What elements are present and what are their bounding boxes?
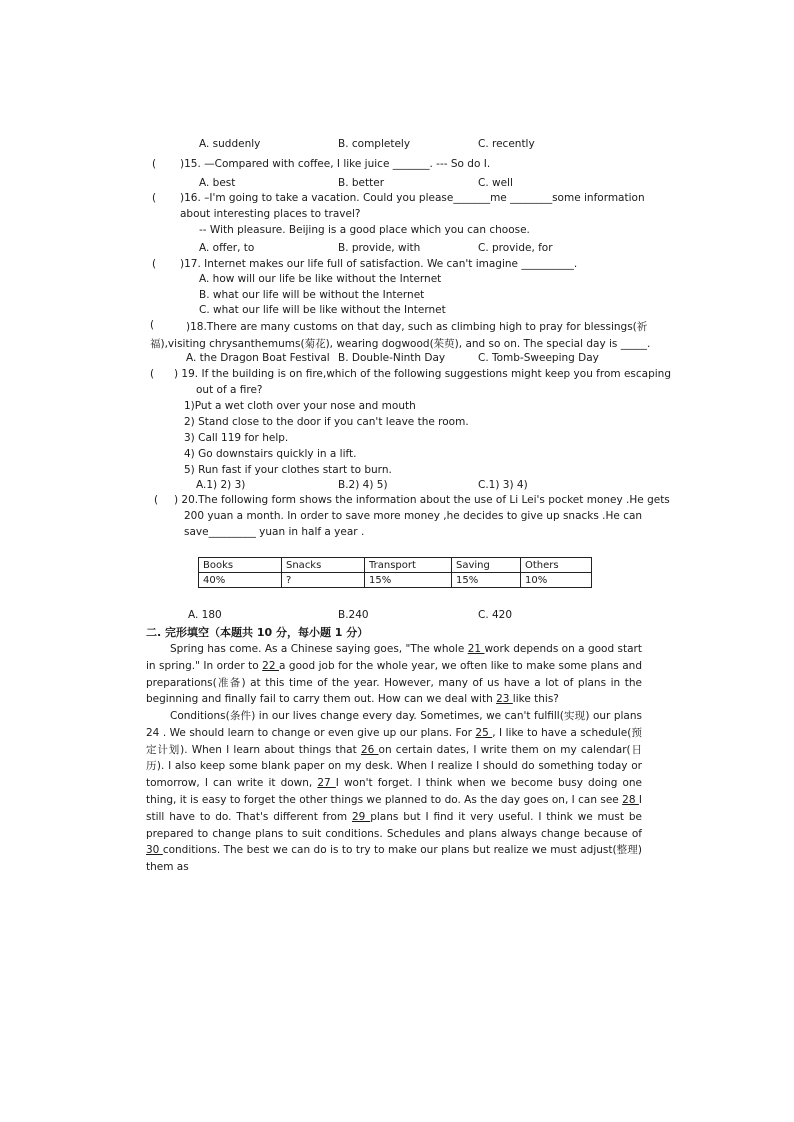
q19-option-b: B.2) 4) 5) — [338, 479, 388, 491]
table-header-cell: Transport — [365, 558, 452, 573]
q17-option-c: C. what our life will be like without the Internet — [199, 304, 446, 316]
q17-question: )17. Internet makes our life full of satisfaction. We can't imagine __________. — [180, 258, 578, 270]
q18-option-a: A. the Dragon Boat Festival — [186, 352, 330, 364]
cloze-text: a good job for the whole year, we often like to make some plans and preparations(准备) at this time of the year. However, many of us have a lot of plans in the beginning and finally fail to carry them out. How can we deal with — [146, 659, 642, 706]
table-cell: 10% — [521, 573, 592, 588]
table-row — [199, 573, 592, 588]
table-cell: 15% — [452, 573, 521, 588]
q20-question-line3: save_________ yuan in half a year . — [184, 526, 365, 538]
q17-answer-bracket: ( — [152, 258, 157, 270]
cloze-text: Conditions(条件) in our lives change every day. Sometimes, we can't fulfill(实现) our plans — [170, 710, 642, 722]
cloze-text: Spring has come. As a Chinese saying goes, "The whole — [170, 643, 468, 655]
table-header-cell: Snacks — [282, 558, 365, 573]
q14-option-c: C. recently — [478, 138, 535, 150]
cloze-blank: 22 — [262, 659, 280, 672]
q16-question-line1: )16. –I'm going to take a vacation. Could you please_______me ________some information — [180, 192, 645, 204]
q19-question-line1: ) 19. If the building is on fire,which of the following suggestions might keep you from escaping — [174, 368, 671, 380]
q20-option-c: C. 420 — [478, 609, 513, 621]
q18-question-line2: 福),visiting chrysanthemums(菊花), wearing dogwood(茱萸), and so on. The special day is _____. — [150, 338, 651, 350]
q15-option-c: C. well — [478, 177, 513, 189]
cloze-text: I won't forget. I think when we become busy doing one thing, it is easy to forget the other things we planned to do. As the day goes on, I can see — [146, 777, 643, 806]
q18-answer-bracket: ( — [150, 319, 155, 331]
cloze-text: I still have to do. That's different from — [146, 793, 642, 823]
q16-option-a: A. offer, to — [199, 242, 255, 254]
cloze-text: plans but I find it very useful. I think we must be prepared to change plans to suit conditions. Schedules and plans always change because of — [146, 810, 642, 840]
cloze-blank: 26 — [360, 743, 379, 756]
q19-suggestion-2: 2) Stand close to the door if you can't leave the room. — [184, 416, 469, 428]
cloze-blank: 21 — [467, 643, 485, 655]
table-cell: ? — [282, 573, 365, 588]
q15-question: )15. —Compared with coffee, I like juice _______. --- So do I. — [180, 158, 491, 170]
q19-option-a: A.1) 2) 3) — [196, 479, 246, 491]
q16-question-line2: about interesting places to travel? — [180, 208, 361, 220]
q20-answer-bracket: ( — [154, 494, 159, 506]
cloze-blank: 23 — [496, 693, 513, 706]
q18-option-b: B. Double-Ninth Day — [338, 352, 446, 364]
cloze-text: on certain dates, I write them on my calendar(日历). I also keep some blank paper on my desk. When I realize I should do something today or tomorrow, I can write it down, — [146, 743, 643, 790]
table-header-row — [199, 558, 592, 573]
q16-answer-bracket: ( — [152, 192, 157, 204]
q14-option-a: A. suddenly — [199, 138, 261, 150]
q15-answer-bracket: ( — [152, 158, 157, 170]
table-cell: 15% — [365, 573, 452, 588]
q15-option-b: B. better — [338, 177, 385, 189]
table-header-cell: Saving — [452, 558, 521, 573]
q19-option-c: C.1) 3) 4) — [478, 479, 528, 491]
cloze-text: , I like to have a schedule(预定计划). When I learn about things that — [146, 726, 642, 756]
q19-suggestion-4: 4) Go downstairs quickly in a lift. — [184, 448, 357, 460]
table-header-cell: Others — [521, 558, 592, 573]
cloze-text: conditions. The best we can do is to try to make our plans but realize we must adjust(整理) them as — [146, 844, 642, 874]
cloze-blank: 28 — [622, 793, 639, 806]
q17-option-b: B. what our life will be without the Internet — [199, 289, 425, 301]
q16-option-b: B. provide, with — [338, 242, 421, 254]
q20-question-line1: ) 20.The following form shows the information about the use of Li Lei's pocket money .He gets — [174, 494, 670, 506]
q19-suggestion-1: 1)Put a wet cloth over your nose and mouth — [184, 400, 416, 412]
q20-question-line2: 200 yuan a month. In order to save more money ,he decides to give up snacks .He can — [184, 510, 643, 522]
q19-suggestion-3: 3) Call 119 for help. — [184, 432, 289, 444]
cloze-blank: 29 — [351, 810, 371, 823]
cloze-text: . We should learn to change or even give up our plans. For — [159, 726, 476, 739]
q16-response: -- With pleasure. Beijing is a good place which you can choose. — [199, 224, 530, 236]
table-header-cell: Books — [199, 558, 282, 573]
q20-option-b: B.240 — [338, 609, 369, 621]
pocket-money-table — [198, 557, 592, 588]
q18-question-line1: )18.There are many customs on that day, such as climbing high to pray for blessings(祈 — [186, 321, 648, 333]
cloze-paragraph-1 — [146, 641, 642, 708]
cloze-paragraph-2 — [146, 708, 642, 876]
cloze-text: 24 — [146, 726, 160, 739]
cloze-blank: 25 — [475, 726, 493, 739]
q16-option-c: C. provide, for — [478, 242, 553, 254]
q14-option-b: B. completely — [338, 138, 411, 150]
q15-option-a: A. best — [199, 177, 236, 189]
q18-option-c: C. Tomb-Sweeping Day — [478, 352, 599, 364]
cloze-blank: 27 — [317, 777, 336, 790]
cloze-text: work depends on a good start in spring." In order to — [146, 643, 642, 672]
q19-suggestion-5: 5) Run fast if your clothes start to burn. — [184, 464, 392, 476]
section-title-cloze: 二. 完形填空（本题共 10 分，每小题 1 分） — [146, 626, 369, 639]
q17-option-a: A. how will our life be like without the Internet — [199, 273, 442, 285]
q19-question-line2: out of a fire? — [196, 384, 263, 396]
cloze-blank: 30 — [146, 844, 163, 857]
cloze-text: like this? — [512, 693, 559, 706]
q19-answer-bracket: ( — [150, 368, 155, 380]
q20-option-a: A. 180 — [188, 609, 222, 621]
table-cell: 40% — [199, 573, 282, 588]
